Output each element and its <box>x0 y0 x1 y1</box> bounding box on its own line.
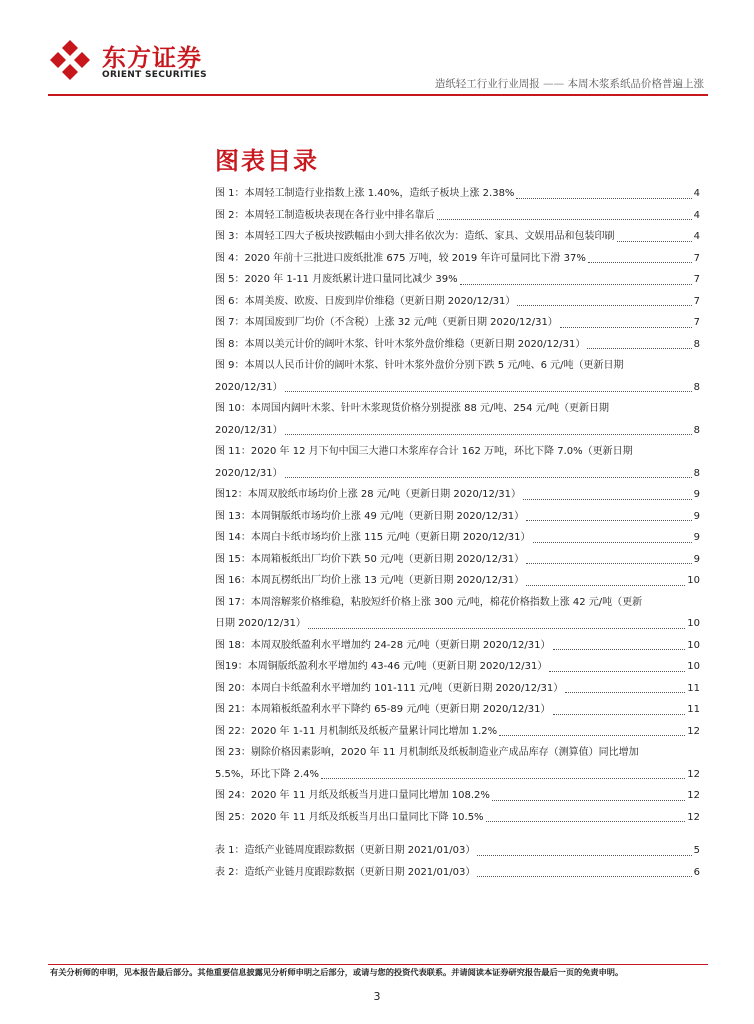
toc-leader-dots <box>477 855 691 856</box>
toc-leader-dots <box>587 348 691 349</box>
toc-entry[interactable] <box>215 484 700 506</box>
toc-leader-dots <box>617 241 692 242</box>
toc-entry-page: 9 <box>693 553 700 565</box>
report-category: 造纸轻工行业行业周报 <box>434 78 540 90</box>
toc-entry-page: 7 <box>693 317 700 328</box>
toc-entry-page: 10 <box>687 618 700 629</box>
toc-leader-dots <box>517 305 691 306</box>
toc-entry-page: 12 <box>687 790 700 801</box>
toc-entry-page: 10 <box>687 661 700 672</box>
toc-entry-text: 图 20：本周白卡纸盈利水平增加约 101-111 元/吨（更新日期 2020/12/31） <box>215 682 564 694</box>
toc-leader-dots <box>526 520 691 521</box>
toc-entry[interactable] <box>215 291 700 313</box>
toc-entry-text: 图 8：本周以美元计价的阔叶木浆、针叶木浆外盘价维稳（更新日期 2020/12/31） <box>215 338 586 350</box>
toc-entry-text: 表 1：造纸产业链周度跟踪数据（更新日期 2021/01/03） <box>215 845 476 856</box>
toc-entry-text: 图 23：剔除价格因素影响，2020 年 11 月机制纸及纸板制造业产成品库存（测算值）同比增加 <box>215 747 639 758</box>
toc-leader-dots <box>523 499 692 500</box>
toc-entry-text-cont: 5.5%，环比下降 2.4% <box>215 768 319 780</box>
toc-entry-text: 表 2：造纸产业链月度跟踪数据（更新日期 2021/01/03） <box>215 866 476 878</box>
toc-leader-dots <box>477 876 691 877</box>
toc-entry-text-cont: 2020/12/31） <box>215 467 283 479</box>
toc-entry-text: 图 25：2020 年 11 月纸及纸板当月出口量同比下降 10.5% <box>215 811 484 823</box>
toc-leader-dots <box>565 692 685 693</box>
toc-leader-dots <box>285 434 692 435</box>
toc-leader-dots <box>308 628 685 629</box>
toc-entry-page: 7 <box>693 274 700 285</box>
toc-leader-dots <box>492 800 685 801</box>
toc-entry-text: 图 7：本周国废到厂均价（不含税）上涨 32 元/吨（更新日期 2020/12/31） <box>215 317 558 328</box>
toc-entry-text: 图 16：本周瓦楞纸出厂均价上涨 13 元/吨（更新日期 2020/12/31） <box>215 575 525 586</box>
toc-title: 图表目录 <box>215 147 319 175</box>
logo <box>48 38 228 84</box>
toc-entry-text: 图12：本周双胶纸市场均价上涨 28 元/吨（更新日期 2020/12/31） <box>215 489 521 500</box>
toc-entry-text: 图 21：本周箱板纸盈利水平下降约 65-89 元/吨（更新日期 2020/12/31） <box>215 704 551 715</box>
toc-entry-text: 图 9：本周以人民币计价的阔叶木浆、针叶木浆外盘价分别下跌 5 元/吨、6 元/吨（更新日期 <box>215 360 624 371</box>
toc-leader-dots <box>516 198 691 199</box>
toc-entry-text: 图 14：本周白卡纸市场均价上涨 115 元/吨（更新日期 2020/12/31） <box>215 532 531 543</box>
toc-entry-page: 5 <box>693 845 700 856</box>
toc-entry-page: 10 <box>687 575 700 586</box>
toc-leader-dots <box>588 262 692 263</box>
toc-entry-page: 8 <box>693 381 700 393</box>
toc-entry-text: 图 13：本周铜版纸市场均价上涨 49 元/吨（更新日期 2020/12/31） <box>215 510 525 522</box>
toc-entry[interactable] <box>215 248 700 270</box>
toc-entry[interactable] <box>215 527 700 549</box>
toc-entry-text: 图19：本周铜版纸盈利水平增加约 43-46 元/吨（更新日期 2020/12/31） <box>215 661 548 672</box>
toc-entry[interactable] <box>215 840 700 862</box>
toc-entry[interactable] <box>215 699 700 721</box>
toc-leader-dots <box>553 714 686 715</box>
orient-securities-logo-icon <box>48 38 92 82</box>
toc-entry-text: 图 10：本周国内阔叶木浆、针叶木浆现货价格分别提涨 88 元/吨、254 元/吨（更新日期 <box>215 403 609 414</box>
toc-entry[interactable] <box>215 549 700 571</box>
toc-entry-page: 8 <box>693 467 700 479</box>
header-separator: —— <box>543 78 565 90</box>
toc-entry[interactable] <box>215 205 700 227</box>
toc-leader-dots <box>321 778 685 779</box>
toc-entry-page: 12 <box>687 768 700 780</box>
toc-leader-dots <box>526 585 685 586</box>
toc-entry-page: 8 <box>693 424 700 436</box>
toc-leader-dots <box>285 391 692 392</box>
toc-entry[interactable] <box>215 592 700 635</box>
toc-entry-page: 11 <box>687 682 700 694</box>
toc-entry[interactable] <box>215 226 700 248</box>
toc-entry[interactable] <box>215 355 700 398</box>
toc-leader-dots <box>533 542 692 543</box>
toc-entry[interactable] <box>215 183 700 205</box>
toc-entry-page: 12 <box>687 725 700 737</box>
toc-entry-page: 9 <box>693 510 700 522</box>
toc-entry-page: 4 <box>693 188 700 199</box>
toc-entry[interactable] <box>215 570 700 592</box>
toc-leader-dots <box>460 284 692 285</box>
toc-leader-dots <box>437 219 692 220</box>
toc-entry-page: 7 <box>693 295 700 307</box>
toc-entry-text-cont: 2020/12/31） <box>215 424 283 436</box>
toc-entry[interactable] <box>215 721 700 743</box>
toc-entry-page: 10 <box>687 639 700 651</box>
toc-entry-text-cont: 2020/12/31） <box>215 381 283 393</box>
toc-entry[interactable] <box>215 807 700 829</box>
toc-leader-dots <box>486 821 686 822</box>
footer-divider <box>48 964 708 965</box>
toc-entry[interactable] <box>215 441 700 484</box>
table-of-figures <box>215 183 700 883</box>
toc-entry[interactable] <box>215 269 700 291</box>
toc-entry[interactable] <box>215 785 700 807</box>
logo-english-name: ORIENT SECURITIES <box>102 70 207 80</box>
toc-entry[interactable] <box>215 398 700 441</box>
toc-entry-text: 图 22：2020 年 1-11 月机制纸及纸板产量累计同比增加 1.2% <box>215 725 498 737</box>
toc-entry[interactable] <box>215 635 700 657</box>
toc-entry-page: 11 <box>687 704 700 715</box>
footer-disclaimer: 有关分析师的申明，见本报告最后部分。其他重要信息披露见分析师申明之后部分，或请与您的投资代表联系。并请阅读本证券研究报告最后一页的免责申明。 <box>50 967 624 977</box>
toc-entry-text: 图 5：2020 年 1-11 月废纸累计进口量同比减少 39% <box>215 274 458 285</box>
toc-entry-page: 4 <box>693 231 700 242</box>
toc-entry-text: 图 18：本周双胶纸盈利水平增加约 24-28 元/吨（更新日期 2020/12/31） <box>215 639 551 651</box>
header-divider <box>48 94 708 96</box>
toc-entry-text: 图 1：本周轻工制造行业指数上涨 1.40%，造纸子板块上涨 2.38% <box>215 188 515 199</box>
toc-leader-dots <box>499 735 685 736</box>
toc-entry-text: 图 17：本周溶解浆价格维稳，粘胶短纤价格上涨 300 元/吨，棉花价格指数上涨 42 元/吨（更新 <box>215 596 643 608</box>
toc-entry-page: 8 <box>693 338 700 350</box>
toc-entry-page: 9 <box>693 489 700 500</box>
toc-entry-page: 7 <box>693 252 700 264</box>
toc-entry-page: 9 <box>693 532 700 543</box>
logo-chinese-name: 东方证券 <box>102 44 202 72</box>
page-number: 3 <box>373 990 381 1003</box>
toc-section-gap <box>215 828 700 840</box>
toc-entry-text: 图 11：2020 年 12 月下旬中国三大港口木浆库存合计 162 万吨，环比下降 7.0%（更新日期 <box>215 446 633 457</box>
toc-entry[interactable] <box>215 312 700 334</box>
toc-leader-dots <box>553 649 686 650</box>
toc-entry-text: 图 24：2020 年 11 月纸及纸板当月进口量同比增加 108.2% <box>215 790 490 801</box>
toc-entry[interactable] <box>215 678 700 700</box>
toc-leader-dots <box>526 563 691 564</box>
toc-leader-dots <box>285 477 692 478</box>
toc-entry[interactable] <box>215 862 700 884</box>
toc-entry-text: 图 3：本周轻工四大子板块按跌幅由小到大排名依次为：造纸、家具、文娱用品和包装印刷 <box>215 231 615 242</box>
toc-entry-text-cont: 日期 2020/12/31） <box>215 618 306 629</box>
report-header <box>435 76 704 91</box>
toc-entry[interactable] <box>215 506 700 528</box>
toc-entry[interactable] <box>215 334 700 356</box>
toc-entry-text: 图 4：2020 年前十三批进口废纸批准 675 万吨，较 2019 年许可量同比下滑 37% <box>215 252 586 264</box>
toc-entry[interactable] <box>215 656 700 678</box>
toc-entry-page: 12 <box>687 811 700 823</box>
toc-entry-text: 图 15：本周箱板纸出厂均价下跌 50 元/吨（更新日期 2020/12/31） <box>215 553 525 565</box>
toc-entry-text: 图 2：本周轻工制造板块表现在各行业中排名靠后 <box>215 209 435 221</box>
report-subtitle: 本周木浆系纸品价格普遍上涨 <box>567 78 704 90</box>
toc-entry[interactable] <box>215 742 700 785</box>
toc-entry-page: 4 <box>693 209 700 221</box>
toc-leader-dots <box>560 327 692 328</box>
toc-entry-page: 6 <box>693 866 700 878</box>
toc-entry-text: 图 6：本周美废、欧废、日废到岸价维稳（更新日期 2020/12/31） <box>215 295 516 307</box>
toc-leader-dots <box>549 671 685 672</box>
